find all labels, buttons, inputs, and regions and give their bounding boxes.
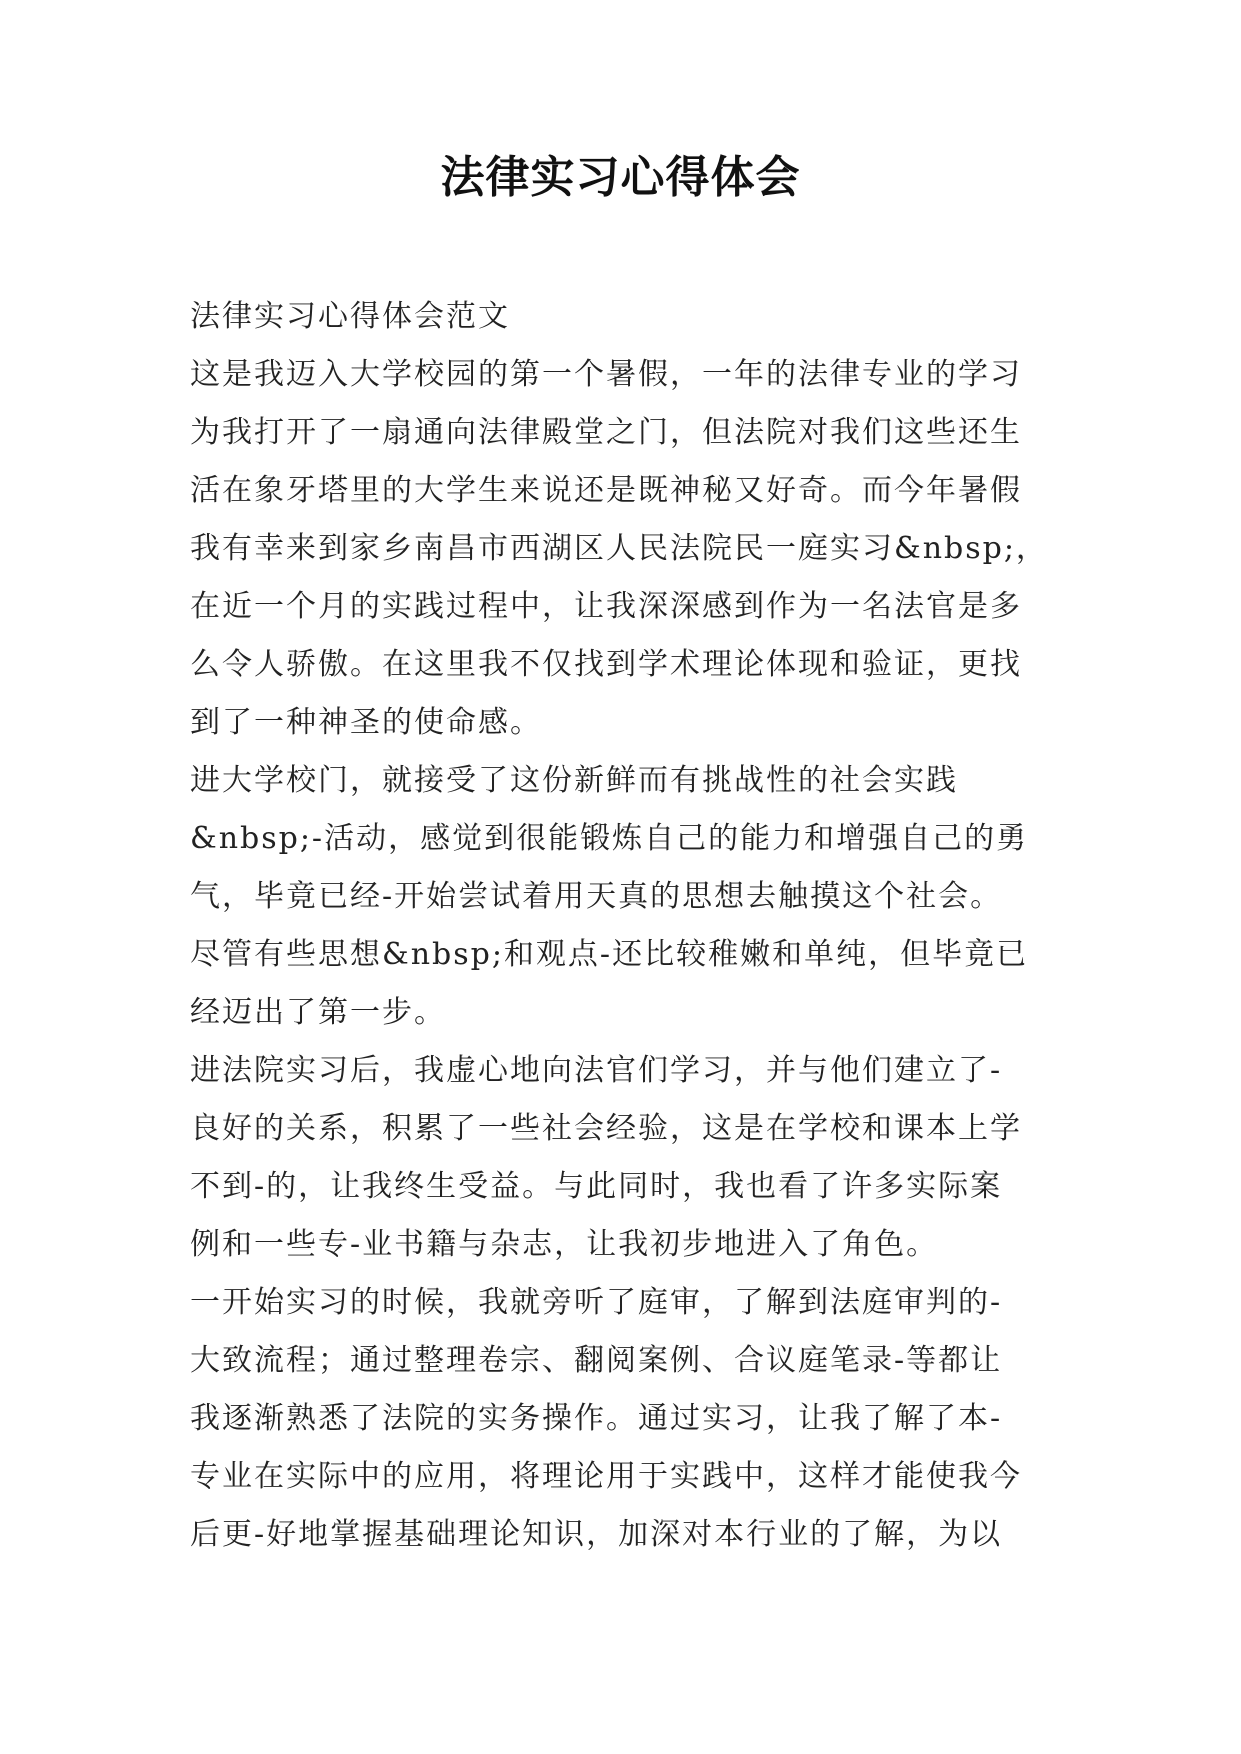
document-body <box>190 288 1070 1564</box>
text-line: 进法院实习后，我虚心地向法官们学习，并与他们建立了- <box>190 1053 1003 1088</box>
text-line: &nbsp;-活动，感觉到很能锻炼自己的能力和增强自己的勇 <box>190 821 1029 856</box>
text-line: 么令人骄傲。在这里我不仅找到学术理论体现和验证，更找 <box>190 647 1022 682</box>
text-line: 良好的关系，积累了一些社会经验，这是在学校和课本上学 <box>190 1111 1022 1146</box>
text-line: 大致流程；通过整理卷宗、翻阅案例、合议庭笔录-等都让 <box>190 1343 1003 1378</box>
text-line: 气，毕竟已经-开始尝试着用天真的思想去触摸这个社会。 <box>190 879 1003 914</box>
text-line: 一开始实习的时候，我就旁听了庭审，了解到法庭审判的- <box>190 1285 1003 1320</box>
text-line: 活在象牙塔里的大学生来说还是既神秘又好奇。而今年暑假 <box>190 473 1022 508</box>
text-line: 为我打开了一扇通向法律殿堂之门，但法院对我们这些还生 <box>190 415 1022 450</box>
text-line: 不到-的，让我终生受益。与此同时，我也看了许多实际案 <box>190 1169 1003 1204</box>
text-line: 我逐渐熟悉了法院的实务操作。通过实习，让我了解了本- <box>190 1401 1003 1436</box>
text-line: 后更-好地掌握基础理论知识，加深对本行业的了解，为以 <box>190 1517 1003 1552</box>
text-line: 这是我迈入大学校园的第一个暑假，一年的法律专业的学习 <box>190 357 1022 392</box>
text-line: 经迈出了第一步。 <box>190 995 446 1030</box>
document-title: 法律实习心得体会 <box>440 152 801 203</box>
text-line: 在近一个月的实践过程中，让我深深感到作为一名法官是多 <box>190 589 1022 624</box>
text-line: 我有幸来到家乡南昌市西湖区人民法院民一庭实习&nbsp;， <box>190 531 1048 566</box>
text-line: 进大学校门，就接受了这份新鲜而有挑战性的社会实践 <box>190 763 958 798</box>
text-line: 例和一些专-业书籍与杂志，让我初步地进入了角色。 <box>190 1227 939 1262</box>
text-line: 尽管有些思想&nbsp;和观点-还比较稚嫩和单纯，但毕竟已 <box>190 937 1029 972</box>
text-line: 法律实习心得体会范文 <box>190 299 510 334</box>
text-line: 专业在实际中的应用，将理论用于实践中，这样才能使我今 <box>190 1459 1022 1494</box>
text-line: 到了一种神圣的使命感。 <box>190 705 542 740</box>
